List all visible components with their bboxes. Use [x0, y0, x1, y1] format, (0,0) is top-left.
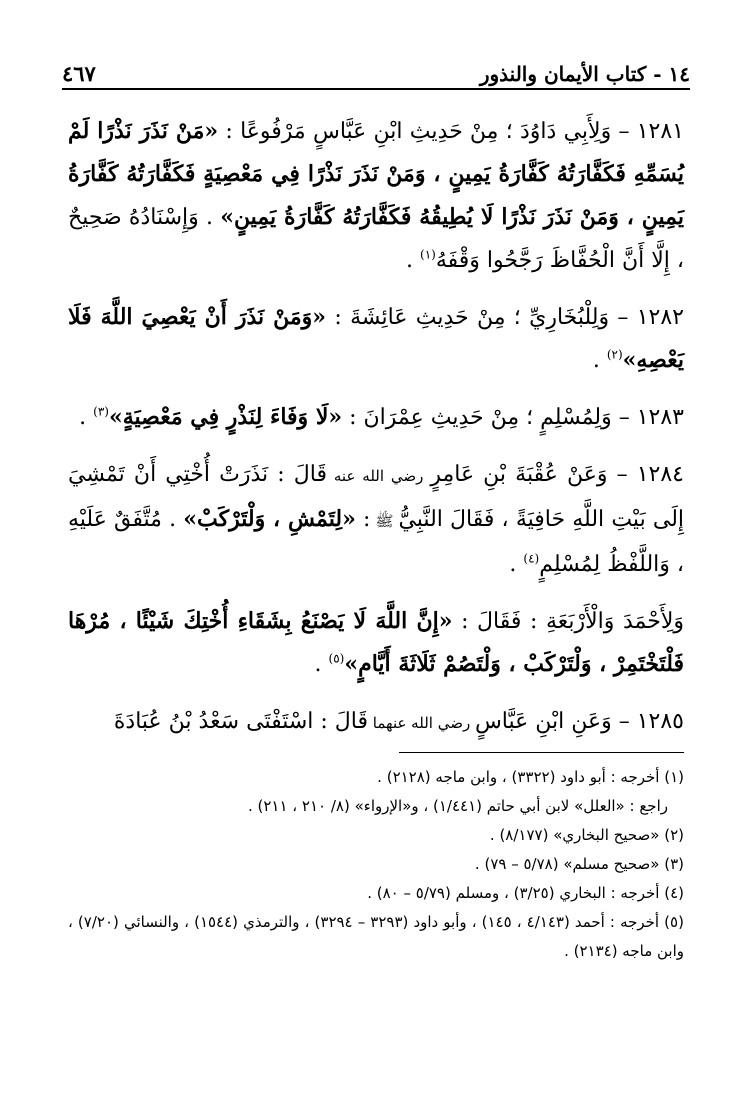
hadith-quote: «مَنْ نَذَرَ نَذْرًا لَمْ يُسَمِّهِ فَكَفَّارَتُهُ كَفَّارَةُ يَمِينٍ ، وَمَنْ نَذَرَ نَذْرًا فِي مَعْصِيَةٍ فَكَفَّارَتُهُ كَفَّارَةُ يَمِينٍ ، وَمَنْ نَذَرَ نَذْرًا لَا يُطِيقُهُ فَكَفَّارَتُهُ كَفَّارَةُ يَمِينٍ» — [68, 118, 685, 230]
hadith-end: . — [406, 248, 421, 273]
footnote-ref[interactable]: (٤) — [523, 551, 540, 566]
honorific-symbol: رضي الله عنه — [326, 467, 431, 485]
footnotes — [68, 763, 684, 966]
hadith-prefix: ١٢٨٢ – وَلِلْبُخَارِيِّ ؛ مِنْ حَدِيثِ عَائِشَةَ : — [326, 305, 684, 330]
hadith-suffix: . مُتَّفَقٌ عَلَيْهِ ، وَاللَّفْظُ لِمُسْلِمٍ — [68, 507, 684, 577]
hadith-end: . — [79, 405, 94, 430]
page-number: ٤٦٧ — [62, 61, 96, 86]
footnote-divider — [399, 752, 684, 753]
chapter-title: ١٤ - كتاب الأيمان والنذور — [479, 62, 690, 86]
hadith-end: . — [592, 348, 607, 373]
hadith-prefix: ١٢٨١ – وَلِأَبِي دَاوُدَ ؛ مِنْ حَدِيثِ ابْنِ عَبَّاسٍ مَرْفُوعًا : — [218, 119, 684, 144]
footnote-ref[interactable]: (٢) — [606, 347, 623, 362]
hadith-quote: «لِتَمْشِ ، وَلْتَرْكَبْ» — [183, 506, 356, 532]
hadith-prefix: ١٢٨٥ – وَعَنِ ابْنِ عَبَّاسٍ — [474, 709, 684, 734]
honorific-symbol: رضي الله عنهما — [368, 714, 475, 732]
hadith-mid: قَالَ : نَذَرَتْ أُخْتِي أَنْ تَمْشِيَ إِلَى بَيْتِ اللَّهِ حَافِيَةً ، فَقَالَ النَّبِيُّ — [68, 462, 685, 532]
footnote-ref[interactable]: (٥) — [328, 651, 345, 666]
hadith-quote: «إِنَّ اللَّهَ لَا يَصْنَعُ بِشَقَاءِ أُخْتِكَ شَيْئًا ، مُرْهَا فَلْتَخْتَمِرْ ، وَلْتَرْكَبْ ، وَلْتَصُمْ ثَلَاثَةَ أَيَّامٍ» — [68, 608, 684, 677]
hadith-quote: «لَا وَفَاءَ لِنَذْرٍ فِي مَعْصِيَةٍ» — [108, 404, 343, 430]
hadith-suffix: . وَإِسْنَادُهُ صَحِيحٌ ، إِلَّا أَنَّ الْحُفَّاظَ رَجَّحُوا وَقْفَهُ — [68, 205, 684, 273]
hadith-quote: «وَمَنْ نَذَرَ أَنْ يَعْصِيَ اللَّهَ فَلَا يَعْصِهِ» — [68, 304, 684, 373]
hadith-end: . — [314, 652, 329, 677]
hadith-1283 — [68, 396, 684, 439]
hadith-1284 — [68, 453, 684, 586]
hadith-end: . — [509, 552, 524, 577]
footnote-ref[interactable]: (٣) — [93, 404, 109, 419]
footnote-2: (٢) «صحيح البخاري» (٨/١٧٧) . — [489, 826, 684, 844]
main-text — [68, 110, 684, 759]
footnote-ref[interactable]: (١) — [420, 247, 436, 262]
prophet-honorific-symbol: ﷺ — [370, 512, 399, 530]
hadith-mid: قَالَ : اسْتَفْتَى سَعْدُ بْنُ عُبَادَةَ — [113, 709, 369, 734]
hadith-prefix: ١٢٨٣ – وَلِمُسْلِمٍ ؛ مِنْ حَدِيثِ عِمْرَانَ : — [342, 405, 684, 430]
footnote-4: (٤) أخرجه : البخاري (٣/٢٥) ، ومسلم (٥/٧٩ – ٨٠) . — [367, 884, 684, 902]
footnote-1-reference: راجع : «العلل» لابن أبي حاتم (١/٤٤١) ، و«الإرواء» (٨/ ٢١٠ ، ٢١١) . — [247, 797, 668, 815]
hadith-mid2: : — [355, 507, 371, 532]
hadith-1284-addition — [68, 600, 684, 686]
footnote-1: (١) أخرجه : أبو داود (٣٣٢٢) ، وابن ماجه (٢١٢٨) . — [377, 768, 684, 786]
hadith-1282 — [68, 296, 684, 382]
hadith-prefix: وَلِأَحْمَدَ وَالْأَرْبَعَةِ : فَقَالَ : — [452, 609, 685, 634]
hadith-1285 — [68, 700, 684, 745]
hadith-prefix: ١٢٨٤ – وَعَنْ عُقْبَةَ بْنِ عَامِرٍ — [430, 462, 684, 487]
footnote-5: (٥) أخرجه : أحمد (٤/١٤٣ ، ١٤٥) ، وأبو داود (٣٢٩٣ – ٣٢٩٤) ، والترمذي (١٥٤٤) ، والنسائي (٧/٢٠) ، وابن ماجه (٢١٣٤) . — [68, 913, 684, 960]
footnote-3: (٣) «صحيح مسلم» (٥/٧٨ – ٧٩) . — [474, 855, 684, 873]
page-header — [62, 56, 690, 86]
header-divider — [62, 88, 690, 90]
hadith-1281 — [68, 110, 684, 282]
